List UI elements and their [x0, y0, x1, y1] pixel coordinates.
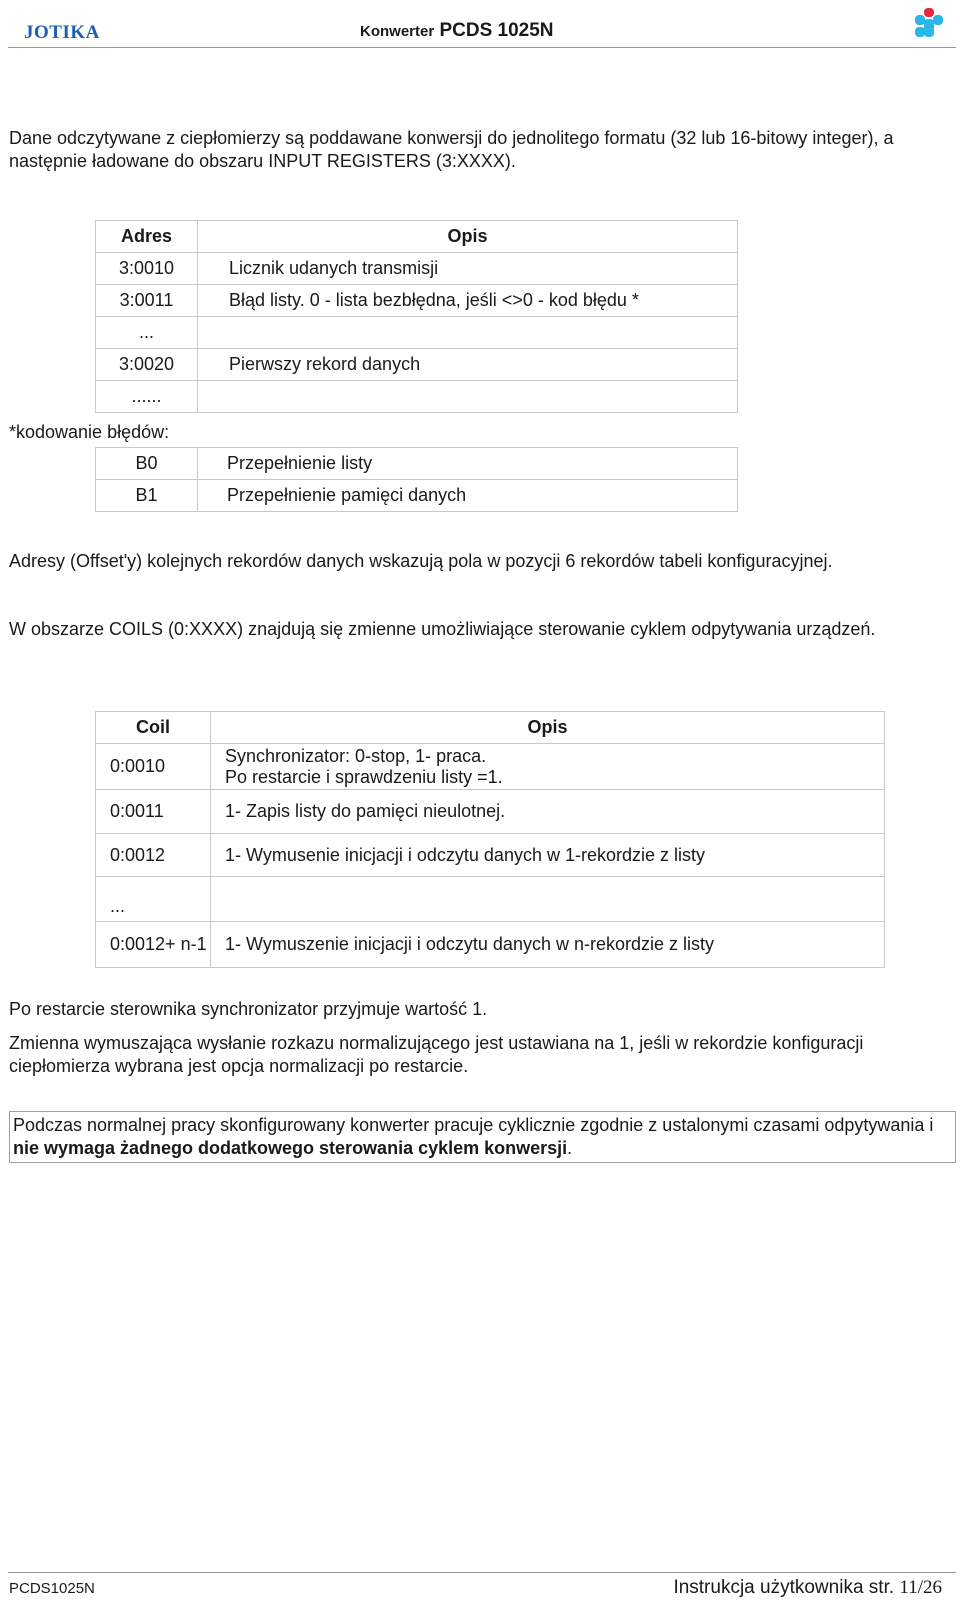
register-address: ......	[96, 381, 198, 413]
table-row	[96, 922, 885, 968]
table-row	[96, 381, 738, 413]
restart-paragraph: Po restarcie sterownika synchronizator przyjmuje wartość 1.	[9, 999, 488, 1019]
error-codes-table	[95, 447, 738, 512]
note-emphasis: nie wymaga żadnego dodatkowego sterowania cyklem konwersji	[13, 1138, 568, 1158]
title-main: PCDS 1025N	[439, 20, 554, 41]
table-row	[96, 877, 885, 922]
coil-description	[211, 744, 885, 790]
table-row	[96, 448, 738, 480]
table-row	[96, 317, 738, 349]
coil-description: 1- Wymusenie inicjacji i odczytu danych w 1-rekordzie z listy	[211, 834, 885, 877]
table-row	[96, 834, 885, 877]
error-code: B0	[96, 448, 198, 480]
column-header-description: Opis	[198, 221, 738, 253]
error-description: Przepełnienie listy	[198, 448, 738, 480]
table-row	[96, 790, 885, 834]
error-code: B1	[96, 480, 198, 512]
header-divider	[8, 47, 956, 48]
coil-address: 0:0010	[96, 744, 211, 790]
column-header-description: Opis	[211, 712, 885, 744]
page-header	[0, 0, 960, 48]
footer-product: PCDS1025N	[9, 1580, 95, 1597]
footer-divider	[8, 1572, 956, 1573]
table-header-row	[96, 712, 885, 744]
normalization-paragraph: Zmienna wymuszająca wysłanie rozkazu normalizującego jest ustawiana na 1, jeśli w rekordzie konfiguracji ciepłomierza wybrana jest opcja normalizacji po restarcie.	[9, 1033, 864, 1076]
column-header-address: Adres	[96, 221, 198, 253]
note-text: Podczas normalnej pracy skonfigurowany konwerter pracuje cyklicznie zgodnie z ustalonymi czasami odpytywania i	[13, 1115, 934, 1135]
brand-name: JOTIKA	[24, 22, 100, 43]
coil-description-line: Po restarcie i sprawdzeniu listy =1.	[225, 766, 503, 787]
offsets-paragraph: Adresy (Offset'y) kolejnych rekordów danych wskazują pola w pozycji 6 rekordów tabeli konfiguracyjnej.	[9, 551, 833, 571]
table-row	[96, 285, 738, 317]
register-address: 3:0011	[96, 285, 198, 317]
register-address: 3:0020	[96, 349, 198, 381]
footer-manual-label: Instrukcja użytkownika str.	[673, 1577, 895, 1598]
title-prefix: Konwerter	[360, 23, 435, 40]
table-row	[96, 480, 738, 512]
coil-address: ...	[96, 877, 211, 922]
register-address: 3:0010	[96, 253, 198, 285]
table-row	[96, 253, 738, 285]
coil-address: 0:0012	[96, 834, 211, 877]
table-row	[96, 349, 738, 381]
coils-intro-paragraph: W obszarze COILS (0:XXXX) znajdują się zmienne umożliwiające sterowanie cyklem odpytywania urządzeń.	[9, 619, 876, 639]
register-description: Pierwszy rekord danych	[198, 349, 738, 381]
document-title	[360, 20, 554, 42]
note-box	[9, 1111, 956, 1163]
error-coding-label: *kodowanie błędów:	[9, 422, 170, 442]
register-address: ...	[96, 317, 198, 349]
coil-description: 1- Wymuszenie inicjacji i odczytu danych w n-rekordzie z listy	[211, 922, 885, 968]
error-description: Przepełnienie pamięci danych	[198, 480, 738, 512]
register-description	[198, 317, 738, 349]
column-header-coil: Coil	[96, 712, 211, 744]
page-number: 11/26	[899, 1577, 942, 1598]
coil-description-line: Synchronizator: 0-stop, 1- praca.	[225, 745, 487, 766]
coils-table	[95, 711, 885, 968]
coil-description	[211, 877, 885, 922]
coil-address: 0:0012+ n-1	[96, 922, 211, 968]
coil-address: 0:0011	[96, 790, 211, 834]
register-description: Licznik udanych transmisji	[198, 253, 738, 285]
register-description	[198, 381, 738, 413]
table-row	[96, 744, 885, 790]
register-description: Błąd listy. 0 - lista bezbłędna, jeśli <>0 - kod błędu *	[198, 285, 738, 317]
input-registers-table	[95, 220, 738, 413]
footer-page-info	[673, 1577, 942, 1599]
coil-description: 1- Zapis listy do pamięci nieulotnej.	[211, 790, 885, 834]
jotika-logo-icon	[912, 6, 946, 40]
intro-paragraph: Dane odczytywane z ciepłomierzy są poddawane konwersji do jednolitego formatu (32 lub 16-bitowy integer), a następnie ładowane do obszaru INPUT REGISTERS (3:XXXX).	[9, 128, 894, 171]
table-header-row	[96, 221, 738, 253]
note-end: .	[567, 1138, 573, 1158]
